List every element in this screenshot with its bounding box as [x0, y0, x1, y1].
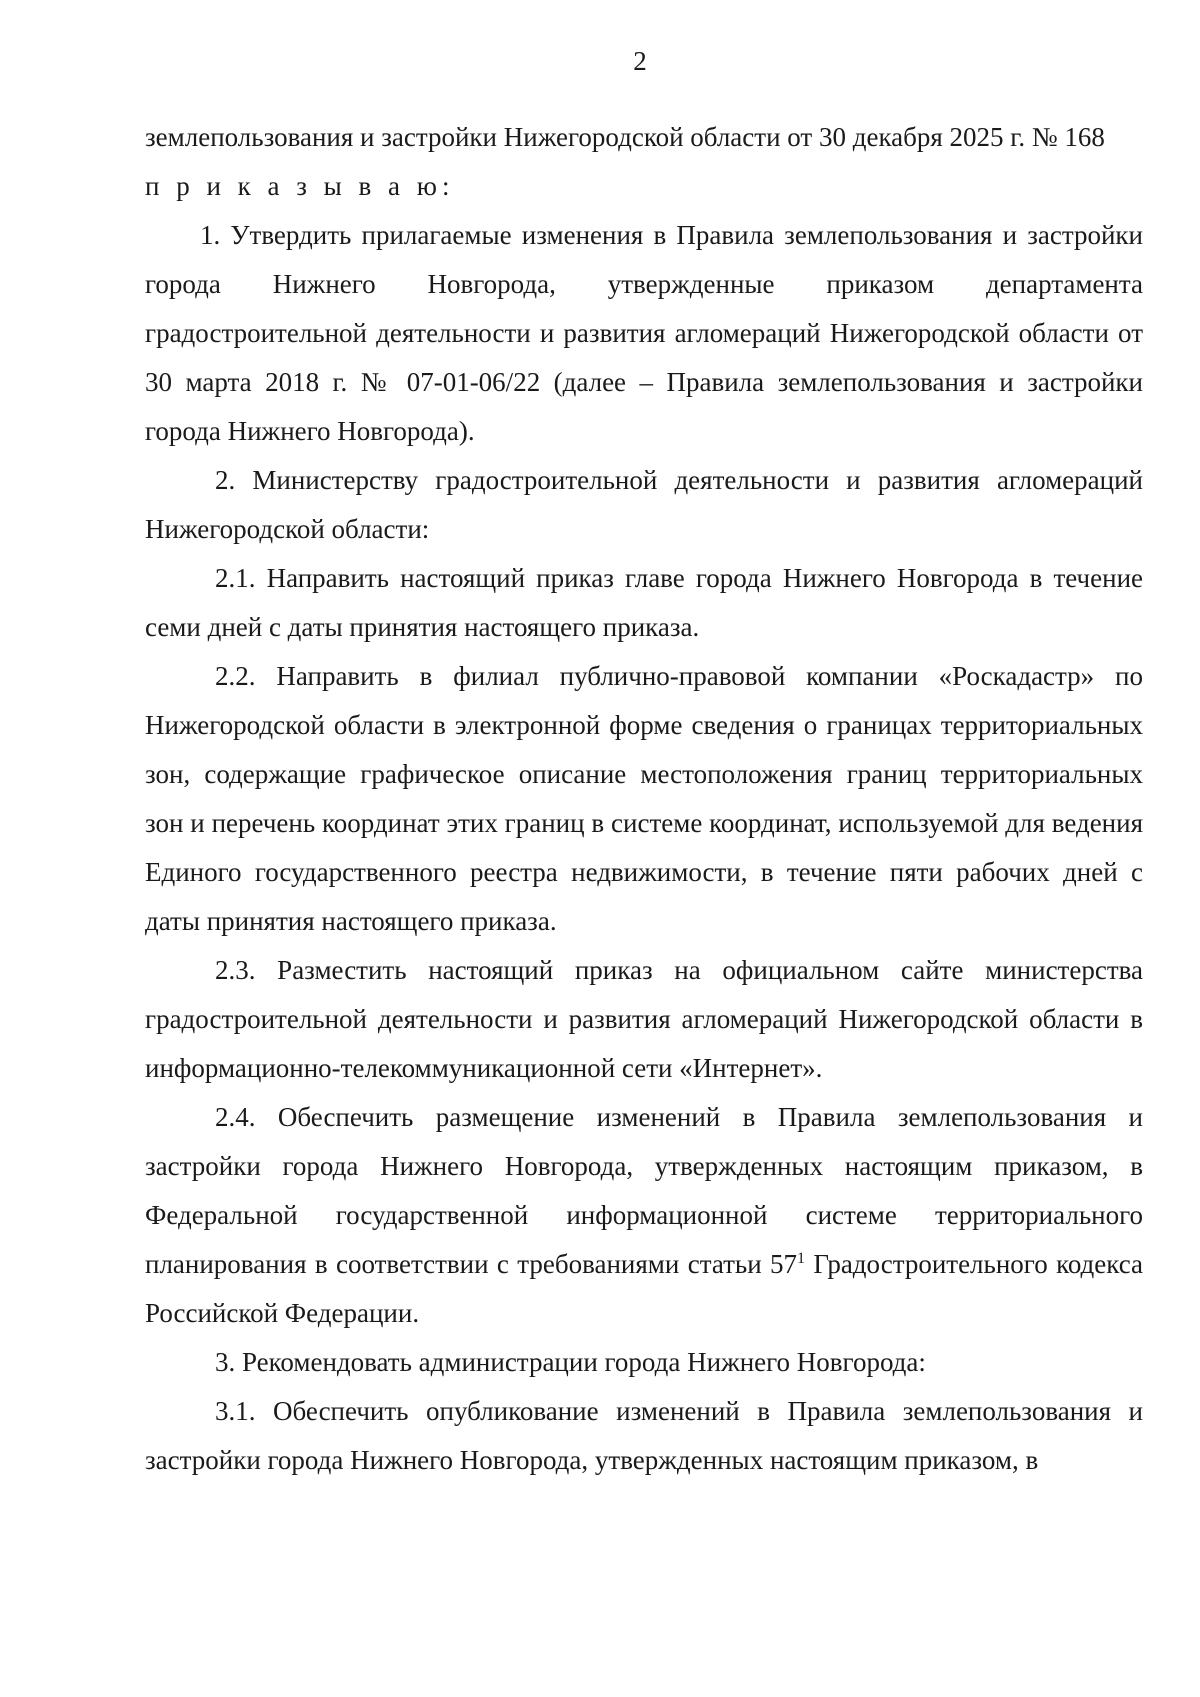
paragraph-item-3: 3. Рекомендовать администрации города Нижнего Новгорода: [215, 1347, 926, 1377]
paragraph-item-1: 1. Утвердить прилагаемые изменения в Правила землепользования и застройки города Нижнего Новгорода, утвержденные приказом департамента градостроительной деятельности и развития агломераций Нижегородской области от 30 марта 2018 г. № 07-01-06/22 (далее – Правила землепользования и застройки города Нижнего Новгорода). [145, 220, 1143, 446]
page-number: 2 [633, 46, 647, 76]
paragraph-order-word: п р и к а з ы в а ю: [145, 171, 455, 201]
paragraph-item-2-4 [145, 1093, 1143, 1338]
paragraph-item-2-3: 2.3. Разместить настоящий приказ на официальном сайте министерства градостроительной деятельности и развития агломераций Нижегородской области в информационно-телекоммуникационной сети «Интернет». [145, 955, 1143, 1083]
paragraph-item-2-4-text: 2.4. Обеспечить размещение изменений в Правила землепользования и застройки города Нижнего Новгорода, утвержденных настоящим приказом, в Федеральной государственной информационной системе территориального планирования в соответствии с требованиями статьи 57 [145, 1102, 1143, 1279]
paragraph-item-2: 2. Министерству градостроительной деятельности и развития агломераций Нижегородской области: [145, 465, 1143, 544]
superscript-article-mark: 1 [797, 1250, 806, 1267]
paragraph-item-3-1: 3.1. Обеспечить опубликование изменений в Правила землепользования и застройки города Нижнего Новгорода, утвержденных настоящим приказом, в [145, 1396, 1143, 1475]
document-body [145, 113, 1143, 1485]
paragraph-item-2-2: 2.2. Направить в филиал публично-правовой компании «Роскадастр» по Нижегородской области в электронной форме сведения о границах территориальных зон, содержащие графическое описание местоположения границ территориальных зон и перечень координат этих границ в системе координат, используемой для ведения Единого государственного реестра недвижимости, в течение пяти рабочих дней с даты принятия настоящего приказа. [145, 661, 1143, 936]
paragraph-continuation: землепользования и застройки Нижегородской области от 30 декабря 2025 г. № 168 [145, 122, 1105, 152]
paragraph-item-2-4-text-end: Градостроительного кодекса Российской Федерации. [145, 1249, 1143, 1328]
paragraph-item-2-1: 2.1. Направить настоящий приказ главе города Нижнего Новгорода в течение семи дней с даты принятия настоящего приказа. [145, 563, 1143, 642]
